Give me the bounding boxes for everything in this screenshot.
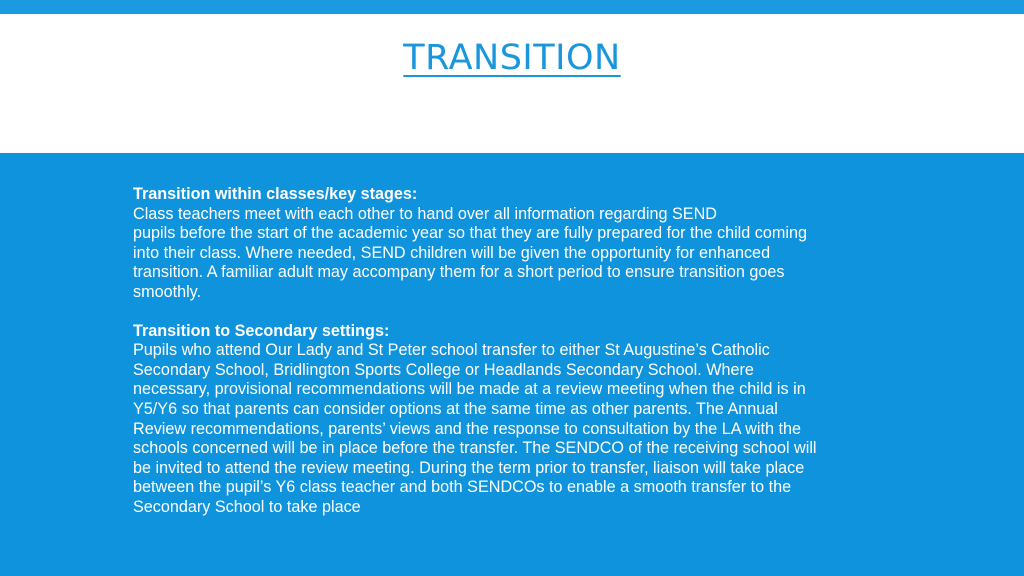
body-line: into their class. Where needed, SEND children will be given the opportunity for enhanced bbox=[133, 243, 771, 262]
section-heading: Transition within classes/key stages: bbox=[133, 185, 418, 203]
body-line: Secondary School, Bridlington Sports College or Headlands Secondary School. Where bbox=[133, 360, 754, 379]
body-line: transition. A familiar adult may accompany them for a short period to ensure transition goes bbox=[133, 263, 785, 282]
body-line: pupils before the start of the academic year so that they are fully prepared for the child coming bbox=[133, 224, 807, 243]
section-heading: Transition to Secondary settings: bbox=[133, 321, 390, 340]
body-line: Pupils who attend Our Lady and St Peter school transfer to either St Augustine’s Catholic bbox=[133, 341, 770, 360]
slide-body bbox=[133, 185, 933, 537]
body-line: Class teachers meet with each other to hand over all information regarding SEND bbox=[133, 204, 717, 223]
slide-title-text: TRANSITION bbox=[403, 38, 621, 78]
body-line: Secondary School to take place bbox=[133, 497, 361, 516]
slide-title bbox=[0, 38, 1024, 78]
body-line: smoothly. bbox=[133, 282, 202, 301]
body-line: between the pupil’s Y6 class teacher and both SENDCOs to enable a smooth transfer to the bbox=[133, 478, 792, 497]
section-transition-within-classes bbox=[133, 185, 933, 303]
body-line: necessary, provisional recommendations will be made at a review meeting when the child is in bbox=[133, 380, 806, 399]
body-line: Review recommendations, parents’ views and the response to consultation by the LA with the bbox=[133, 419, 801, 438]
title-band bbox=[0, 14, 1024, 153]
top-accent-strip bbox=[0, 0, 1024, 14]
body-line: Y5/Y6 so that parents can consider options at the same time as other parents. The Annual bbox=[133, 399, 778, 418]
section-transition-to-secondary bbox=[133, 322, 933, 518]
body-line: be invited to attend the review meeting. During the term prior to transfer, liaison will take place bbox=[133, 458, 805, 477]
body-line: schools concerned will be in place before the transfer. The SENDCO of the receiving school will bbox=[133, 439, 817, 458]
